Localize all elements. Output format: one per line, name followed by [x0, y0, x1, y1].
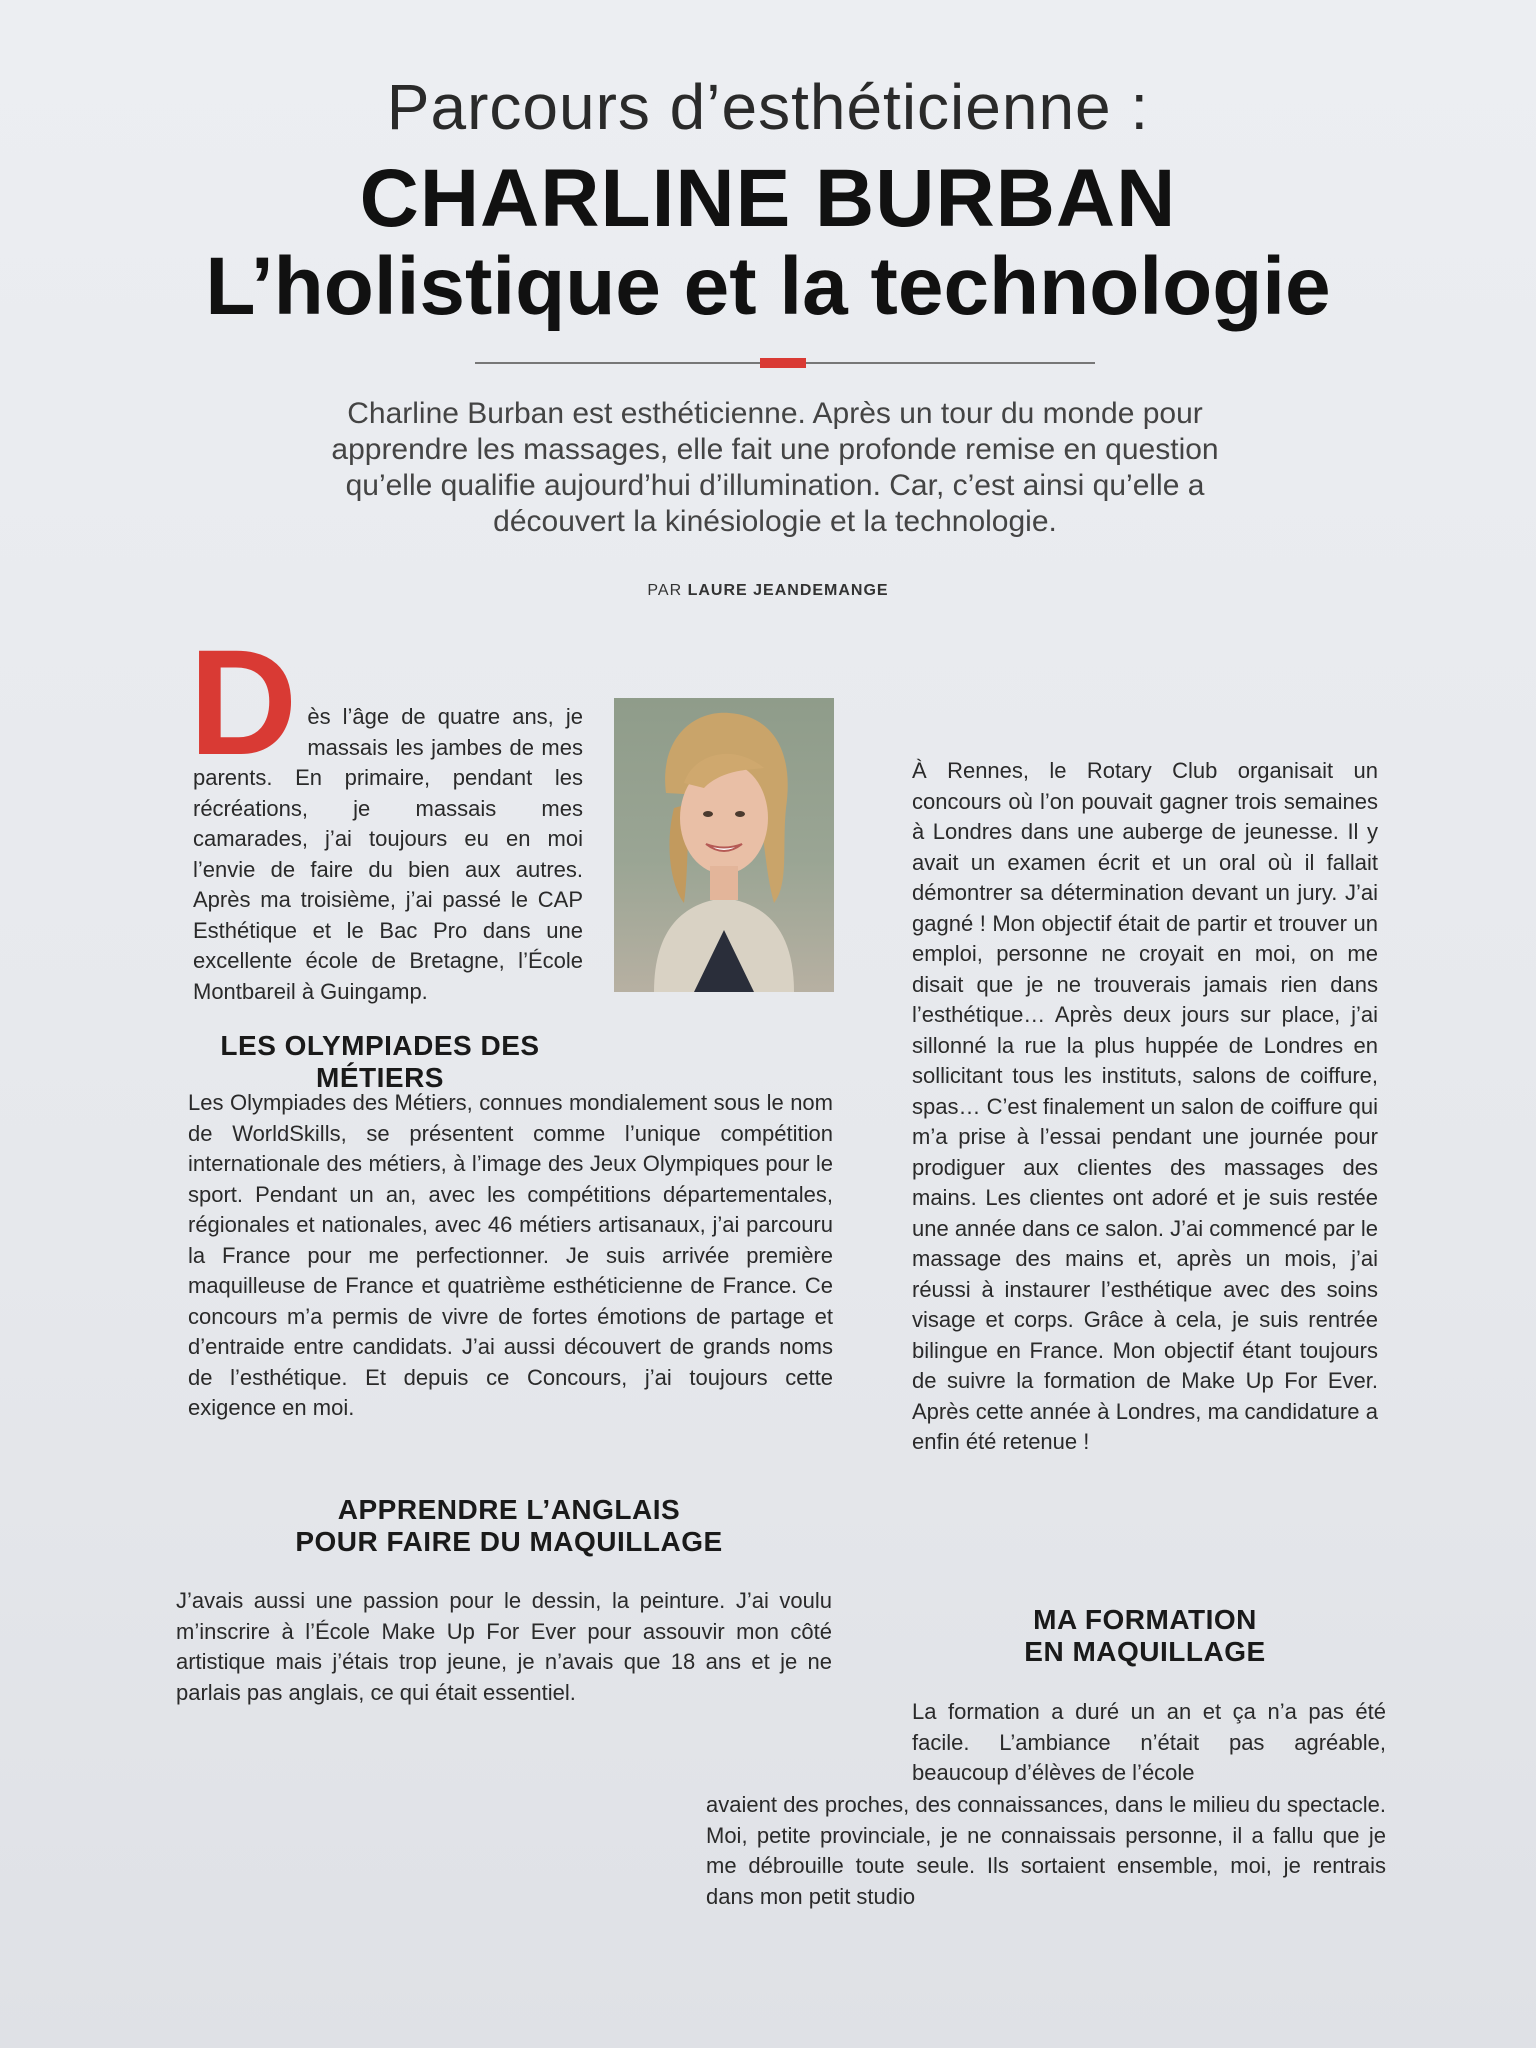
byline-prefix: PAR: [647, 582, 683, 599]
article-lede: Charline Burban est esthéticienne. Après un tour du monde pour apprendre les massages, elle fait une profonde remise en question qu’elle qualifie aujourd’hui d’illumination. Car, c’est ainsi qu’elle a découvert la kinésiologie et la technologie.: [331, 397, 1219, 538]
londres-paragraph: À Rennes, le Rotary Club organisait un concours où l’on pouvait gagner trois semaines à Londres dans une auberge de jeunesse. Il y avait un examen écrit et un oral où il fallait démontrer sa détermination devant un jury. J’ai gagné ! Mon objectif était de partir et trouver un emploi, personne ne croyait en moi, on me disait que je ne trouverais jamais rien dans l’esthétique… Après deux jours sur place, j’ai sillonné la rue la plus huppée de Londres en sollicitant tous les instituts, salons de coiffure, spas… C’est finalement un salon de coiffure qui m’a prise à l’essai pendant une journée pour prodiguer aux clientes des massages des mains. Les clientes ont adoré et je suis restée une année dans ce salon. J’ai commencé par le massage des mains et, après un mois, j’ai réussi à instaurer l’esthétique avec des soins visage et corps. Grâce à cela, je suis rentrée bilingue en France. Mon objectif étant toujours de suivre la formation de Make Up For Ever. Après cette année à Londres, ma candidature a enfin été retenue !: [912, 758, 1378, 1454]
section-heading-anglais-line2: POUR FAIRE DU MAQUILLAGE: [295, 1526, 723, 1557]
formation-paragraph-continued: avaient des proches, des connaissances, dans le milieu du spectacle. Moi, petite provinciale, je ne connaissais personne, il a fallu que je me débrouille toute seule. Ils sortaient ensemble, moi, je rentrais dans mon petit studio: [706, 1792, 1386, 1909]
byline: [0, 582, 1536, 600]
article-title-name: CHARLINE BURBAN: [359, 153, 1177, 244]
article-kicker: Parcours d’esthéticienne :: [386, 71, 1150, 143]
section-heading-anglais-line1: APPRENDRE L’ANGLAIS: [337, 1494, 681, 1525]
anglais-paragraph: J’avais aussi une passion pour le dessin, la peinture. J’ai voulu m’inscrire à l’École Make Up For Ever pour assouvir mon côté artistique mais j’étais trop jeune, je n’avais que 18 ans et je ne parlais pas anglais, ce qui était essentiel.: [176, 1588, 832, 1705]
section-heading-formation-line2: EN MAQUILLAGE: [1024, 1636, 1266, 1667]
formation-paragraph-start: La formation a duré un an et ça n’a pas été facile. L’ambiance n’était pas agréable, beaucoup d’élèves de l’école: [912, 1699, 1386, 1785]
right-column-text: [912, 756, 1378, 1458]
portrait-illustration: [614, 698, 834, 992]
section-heading-anglais: [186, 1494, 832, 1558]
portrait-photo: [614, 698, 834, 992]
olympiades-paragraph: Les Olympiades des Métiers, connues mondialement sous le nom de WorldSkills, se présentent comme l’unique compétition internationale des métiers, à l’image des Jeux Olympiques pour le sport. Pendant un an, avec les compétitions départementales, régionales et nationales, avec 46 métiers artisanaux, j’ai parcouru la France pour me perfectionner. Je suis arrivée première maquilleuse de France et quatrième esthéticienne de France. Ce concours m’a permis de vivre de fortes émotions de partage et d’entraide entre candidats. J’ai aussi découvert de grands noms de l’esthétique. Et depuis ce Concours, j’ai toujours cette exigence en moi.: [188, 1090, 833, 1420]
drop-cap: D: [189, 618, 298, 786]
section-anglais-text: [176, 1586, 832, 1708]
section-heading-formation: [912, 1604, 1378, 1668]
intro-paragraph: [189, 618, 583, 1007]
intro-text: ès l’âge de quatre ans, je massais les jambes de mes parents. En primaire, pendant les récréations, je massais mes camarades, j’ai toujours eu en moi l’envie de faire du bien aux autres. Après ma troisième, j’ai passé le CAP Esthétique et le Bac Pro dans une excellente école de Bretagne, l’École Montbareil à Guingamp.: [193, 704, 583, 1004]
section-heading-olympiades: LES OLYMPIADES DES MÉTIERS: [220, 1030, 540, 1093]
article-title-subject: L’holistique et la technologie: [205, 241, 1331, 332]
byline-author: LAURE JEANDEMANGE: [687, 582, 889, 599]
section-olympiades-text: [188, 1088, 833, 1424]
formation-text-bottom: [706, 1790, 1386, 1912]
formation-text-top: [912, 1697, 1386, 1789]
section-heading-formation-line1: MA FORMATION: [1033, 1604, 1257, 1635]
title-divider-accent: [760, 358, 806, 368]
